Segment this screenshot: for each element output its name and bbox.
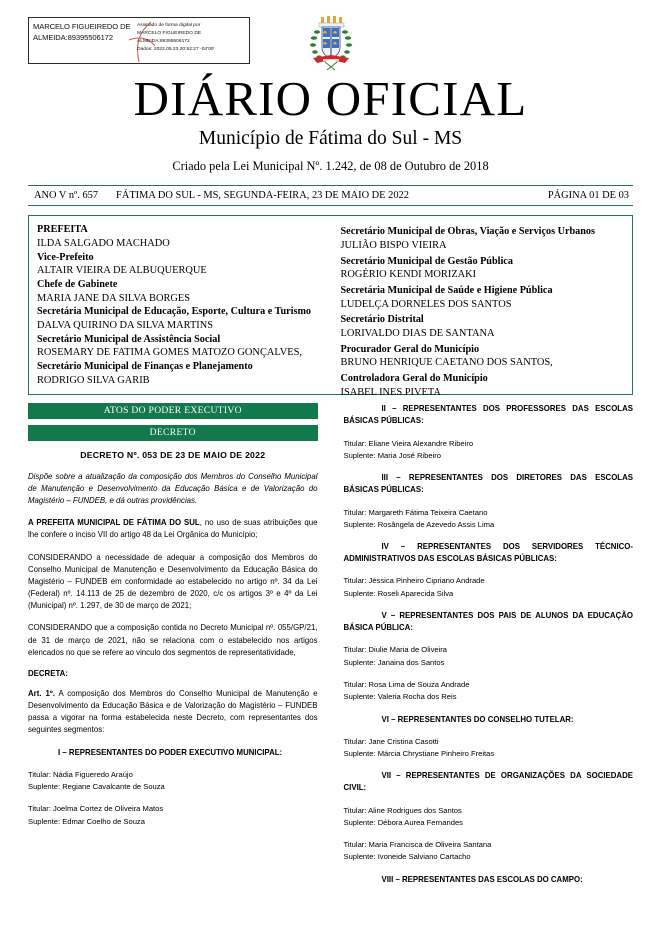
official-name: LUDELÇA DORNELES DOS SANTOS [340, 298, 512, 310]
banner-decreto: DECRETO [28, 425, 318, 441]
article-1-number: Art. 1º. [28, 688, 55, 698]
official-name: JULIÃO BISPO VIEIRA [340, 239, 447, 251]
member-titular: Titular: Maria Francisca de Oliveira Santana [343, 840, 492, 850]
section-heading-viii: VIII – REPRESENTANTES DAS ESCOLAS DO CAMPO: [381, 874, 583, 884]
member-suplente: Suplente: Roseli Aparecida Silva [343, 588, 454, 598]
official-role: Controladora Geral do Município [340, 373, 488, 385]
member-titular: Titular: Eliane Vieira Alexandre Ribeiro [343, 438, 474, 448]
member-pair [344, 438, 634, 463]
official-role: Procurador Geral do Município [340, 343, 480, 355]
article-1 [28, 688, 318, 737]
official-role: Vice-Prefeito [37, 251, 94, 263]
official-name: ROSEMARY DE FATIMA GOMES MATOZO GONÇALVES, [37, 347, 302, 359]
section-heading-iv: IV – REPRESENTANTES DOS SERVIDORES TÉCNICO-ADMINISTRATIVOS DAS ESCOLAS BÁSICAS PÚBLICAS: [343, 542, 633, 564]
member-suplente: Suplente: Janaina dos Santos [343, 657, 445, 667]
official-role: Secretário Municipal de Obras, Viação e Serviços Urbanos [340, 226, 595, 238]
banner-executive-acts: ATOS DO PODER EXECUTIVO [28, 403, 318, 419]
official-name: ISABEL INES PIVETA [340, 386, 441, 398]
body-columns [28, 403, 633, 896]
signature-details [134, 18, 249, 63]
official-role: PREFEITA [37, 224, 88, 236]
decree-preamble: Dispõe sobre a atualização da composição dos Membros do Conselho Municipal de Manutenção e Desenvolvimento da Educação Básica e de Valorização do Magistério – FUNDEB, e dá outras providências. [28, 471, 318, 506]
officials-box [28, 215, 633, 398]
member-titular: Titular: Diulie Maria de Oliveira [343, 645, 448, 655]
official-role: Secretário Municipal de Gestão Pública [340, 255, 513, 267]
considerando-1: CONSIDERANDO a necessidade de adequar a composição dos Membros do Conselho Municipal de Manutenção e Desenvolvimento da Educação Básica do Magistério – FUNDEB em conformidade ao estabelecido no artigo nº. 34 da Lei (Federal) nº. 14.113 de 25 de dezembro de 2020, c/c os artigos 3º e 4º da Lei (Municipal) nº. 1.297, de 30 de março de 2021; [28, 552, 318, 611]
official-name: LORIVALDO DIAS DE SANTANA [340, 327, 495, 339]
member-pair [28, 769, 318, 794]
member-suplente: Suplente: Regiane Cavalcante de Souza [28, 781, 165, 791]
member-suplente: Suplente: Ivoneide Salviano Cartacho [343, 852, 471, 862]
article-1-text: A composição dos Membros do Conselho Municipal de Manutenção e Desenvolvimento da Educação Básica e de Valorização do Magistério – FUNDEB passa a vigorar na forma estabelecida neste Decreto, com representantes dos seguintes segmentos: [28, 688, 318, 735]
signature-detail-line-2: MARCELO FIGUEIREDO DE [137, 30, 202, 36]
member-pair [344, 644, 634, 669]
right-column [331, 403, 634, 896]
official-role: Secretário Municipal de Assistência Social [37, 333, 221, 345]
edition-bar [28, 185, 633, 206]
decree-authority [28, 517, 318, 541]
considerando-2: CONSIDERANDO que a composição contida no Decreto Municipal nº. 055/GP/21, de 31 de março de 2021, não se relaciona com o estabelecido nos artigos elencados no que se refere ao vinculo dos segmentos de representatividade, [28, 623, 318, 657]
member-suplente: Suplente: Débora Aurea Fernandes [343, 817, 463, 827]
coat-of-arms-icon [0, 14, 661, 72]
official-role: Secretário Municipal de Finanças e Planejamento [37, 361, 253, 373]
edition-year-number: ANO V nº. 657 [34, 190, 99, 202]
section-heading-iii: III – REPRESENTANTES DOS DIRETORES DAS ESCOLAS BÁSICAS PÚBLICAS: [343, 473, 633, 495]
official-role: Chefe de Gabinete [37, 279, 118, 291]
member-suplente: Suplente: Rosângela de Azevedo Assis Lima [343, 519, 495, 529]
official-name: DALVA QUIRINO DA SILVA MARTINS [37, 319, 214, 331]
signature-detail-line-1: Assinado de forma digital por [137, 23, 201, 28]
signature-signer-name: MARCELO FIGUEIREDO DE ALMEIDA:89395506172 [33, 22, 131, 42]
member-pair [344, 736, 634, 761]
edition-page-number: PÁGINA 01 DE 03 [547, 190, 629, 202]
member-suplente: Suplente: Valeria Rocha dos Reis [343, 692, 457, 702]
section-heading-v: V – REPRESENTANTES DOS PAIS DE ALUNOS DA EDUCAÇÃO BÁSICA PÚBLICA: [343, 611, 633, 633]
member-titular: Titular: Jane Cristina Casotti [343, 736, 439, 746]
member-suplente: Suplente: Márcia Chrystiane Pinheiro Freitas [343, 748, 495, 758]
member-suplente: Suplente: Maria José Ribeiro [343, 450, 442, 460]
authority-bold: A PREFEITA MUNICIPAL DE FÁTIMA DO SUL [28, 518, 200, 528]
signature-detail-line-3: ALMEIDA:89395506172 [137, 38, 190, 44]
member-pair [344, 679, 634, 704]
official-role: Secretária Municipal de Educação, Esporte, Cultura e Turismo [37, 306, 312, 318]
official-name: MARIA JANE DA SILVA BORGES [37, 292, 191, 304]
section-heading-i: I – REPRESENTANTES DO PODER EXECUTIVO MUNICIPAL: [58, 747, 283, 757]
member-pair [344, 839, 634, 864]
member-pair [344, 805, 634, 830]
member-pair [28, 803, 318, 828]
member-pair [344, 575, 634, 600]
authority-rest: , no uso de suas atribuições que lhe confere o inciso VII do artigo 48 da Lei Orgânica do Município; [28, 518, 318, 540]
section-heading-vii: VII – REPRESENTANTES DE ORGANIZAÇÕES DA SOCIEDADE CIVIL: [343, 771, 633, 793]
official-name: ILDA SALGADO MACHADO [37, 237, 170, 249]
decreta-label: DECRETA: [28, 668, 68, 678]
section-heading-vi: VI – REPRESENTANTES DO CONSELHO TUTELAR: [381, 714, 574, 724]
member-titular: Titular: Margareth Fátima Teixeira Caetano [343, 507, 488, 517]
member-titular: Titular: Joelma Cortez de Oliveira Matos [28, 804, 164, 814]
officials-right-column [331, 223, 625, 398]
member-pair [344, 507, 634, 532]
member-titular: Titular: Nádia Figueredo Araújo [28, 769, 133, 779]
official-role: Secretário Distrital [340, 314, 424, 326]
member-titular: Titular: Aline Rodrigues dos Santos [343, 805, 462, 815]
official-role: Secretária Municipal de Saúde e Higiene Pública [340, 285, 553, 297]
edition-place-date: FÁTIMA DO SUL - MS, SEGUNDA-FEIRA, 23 DE MAIO DE 2022 [116, 190, 409, 202]
decree-title: DECRETO Nº. 053 DE 23 DE MAIO DE 2022 [80, 449, 266, 460]
section-heading-ii: II – REPRESENTANTES DOS PROFESSORES DAS ESCOLAS BÁSICAS PÚBLICAS: [343, 404, 633, 426]
member-titular: Titular: Jéssica Pinheiro Cipriano Andrade [343, 576, 485, 586]
signature-detail-line-4: Dados: 2022.05.23 20:52:27 -04'00' [137, 46, 215, 52]
official-name: RODRIGO SILVA GARIB [37, 374, 150, 386]
page-title: DIÁRIO OFICIAL [133, 71, 528, 126]
masthead-law-line: Criado pela Lei Municipal Nº. 1.242, de 08 de Outubro de 2018 [172, 159, 489, 174]
member-titular: Titular: Rosa Lima de Souza Andrade [343, 679, 470, 689]
official-name: ALTAIR VIEIRA DE ALBUQUERQUE [37, 265, 207, 277]
masthead-subtitle: Município de Fátima do Sul - MS [198, 127, 463, 149]
member-suplente: Suplente: Edmar Coelho de Souza [28, 816, 145, 826]
official-name: BRUNO HENRIQUE CAETANO DOS SANTOS, [340, 357, 553, 369]
official-name: ROGÉRIO KENDI MORIZAKI [340, 269, 477, 281]
left-column [28, 403, 331, 896]
officials-left-column [37, 223, 331, 386]
